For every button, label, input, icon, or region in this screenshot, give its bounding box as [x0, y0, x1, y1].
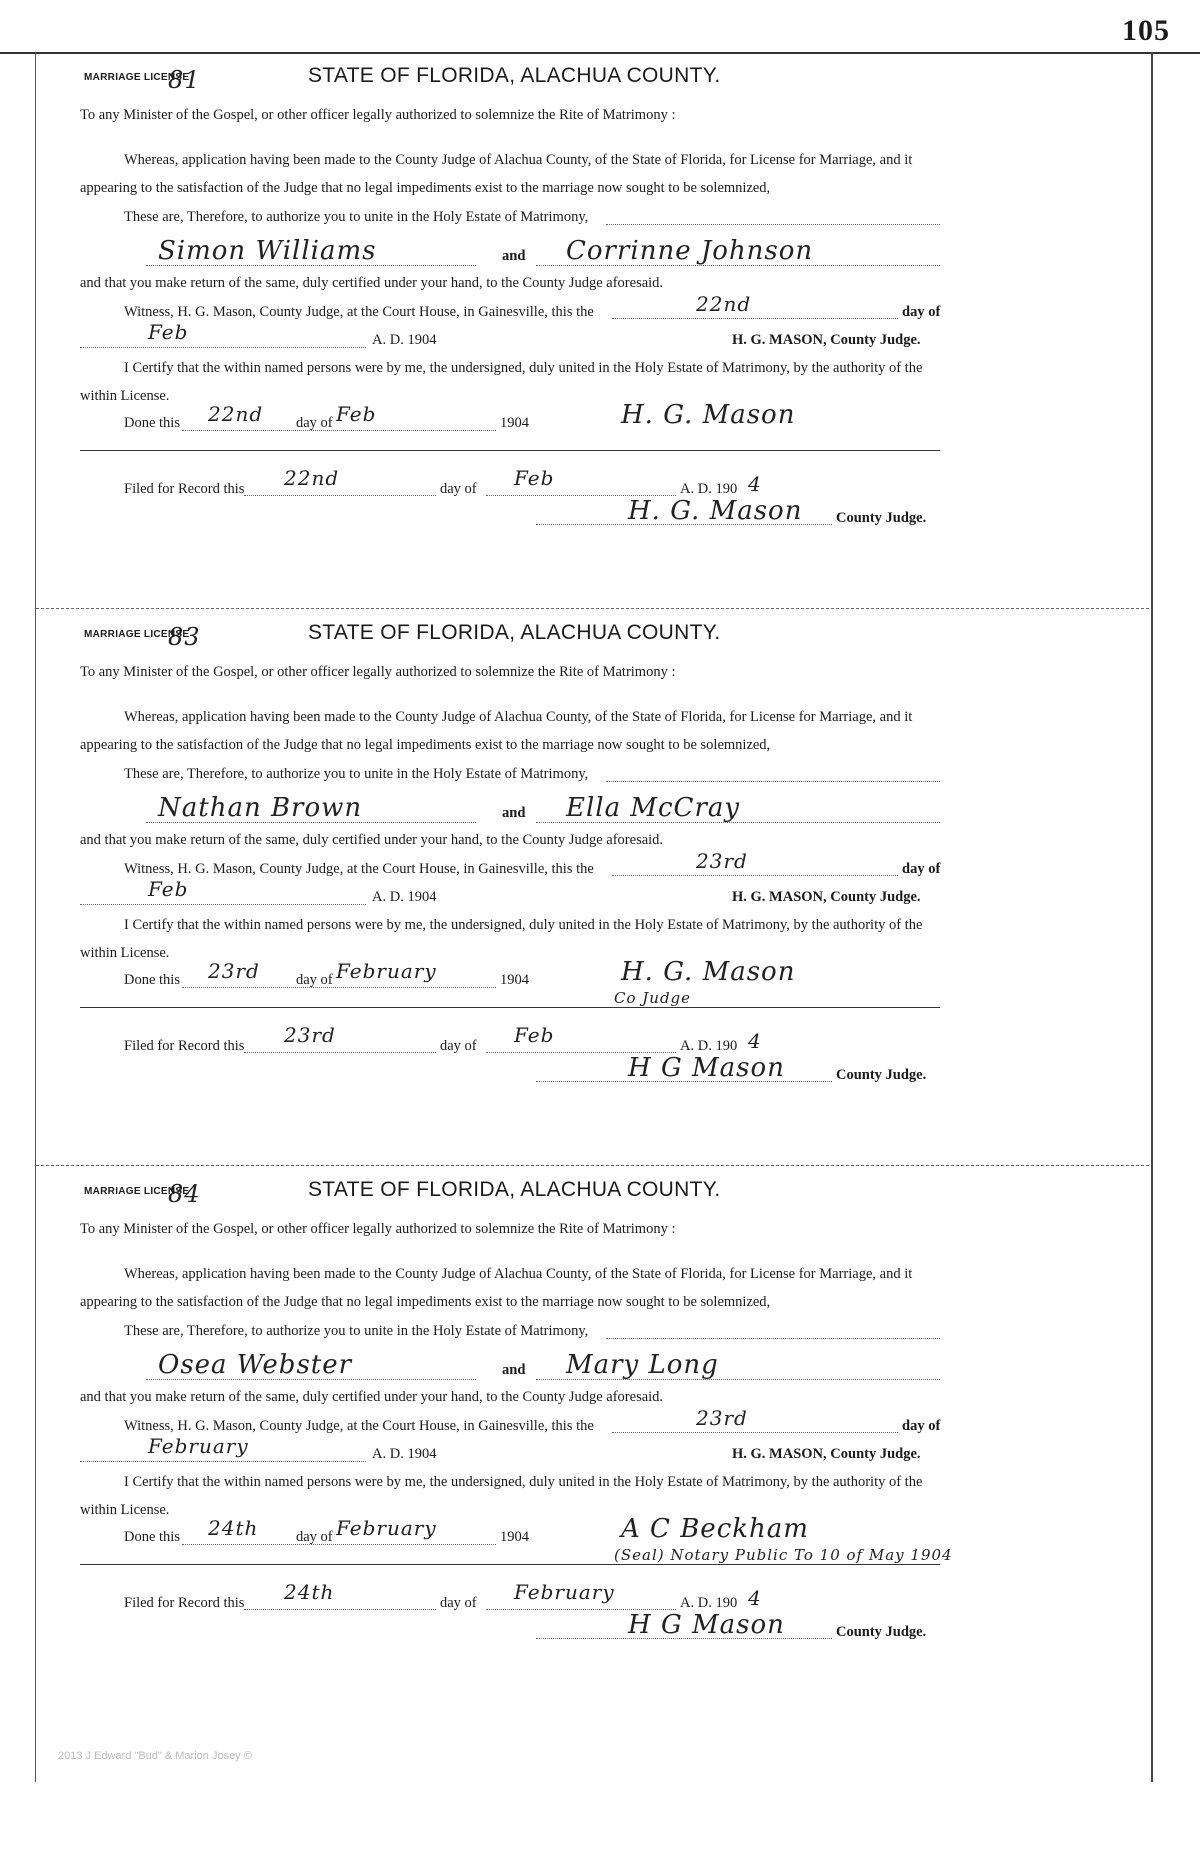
hgmason-label: H. G. MASON, County Judge.	[732, 332, 921, 348]
filed-ad: A. D. 190	[680, 1038, 738, 1054]
day-of-label: day of	[902, 304, 941, 320]
witness-day: 22nd	[696, 292, 752, 316]
bride-line	[536, 265, 940, 266]
bride-line	[536, 822, 940, 823]
filed-day-of: day of	[440, 1038, 477, 1054]
judge-signature: H. G. Mason	[628, 496, 803, 526]
filed-label: Filed for Record this	[124, 1038, 245, 1054]
done-month: Feb	[336, 402, 377, 426]
judge-signature: H G Mason	[628, 1610, 785, 1640]
filed-day: 22nd	[284, 466, 340, 490]
section-rule	[80, 450, 940, 451]
done-line	[182, 430, 496, 431]
filed-day-line	[244, 1609, 436, 1610]
and-label: and	[502, 1362, 526, 1378]
ad-label: A. D. 1904	[372, 1446, 437, 1462]
done-label: Done this	[124, 415, 180, 431]
license-label: MARRIAGE LICENSE	[84, 629, 190, 640]
page-number: 105	[1122, 14, 1170, 47]
to-any-line: To any Minister of the Gospel, or other officer legally authorized to solemnize the Rite of Matrimony :	[80, 664, 676, 680]
done-line	[182, 1544, 496, 1545]
license-label: MARRIAGE LICENSE	[84, 1186, 190, 1197]
officiant-title: (Seal) Notary Public To 10 of May 1904	[614, 1546, 953, 1564]
certify-line: I Certify that the within named persons were by me, the undersigned, duly united in the Holy Estate of Matrimony, by the authority of the	[124, 1474, 923, 1490]
appearing-line: appearing to the satisfaction of the Judge that no legal impediments exist to the marriage now sought to be solemnized,	[80, 1294, 771, 1310]
license-number: 83	[168, 623, 201, 651]
filed-day: 24th	[284, 1580, 335, 1604]
fill-line	[606, 224, 940, 225]
state-heading: STATE OF FLORIDA, ALACHUA COUNTY.	[308, 1178, 721, 1201]
return-line: and that you make return of the same, duly certified under your hand, to the County Judge aforesaid.	[80, 832, 664, 848]
witness-day: 23rd	[696, 849, 748, 873]
witness-month: Feb	[148, 320, 189, 344]
license-label: MARRIAGE LICENSE	[84, 72, 190, 83]
certify-line: I Certify that the within named persons were by me, the undersigned, duly united in the Holy Estate of Matrimony, by the authority of the	[124, 360, 923, 376]
county-judge-label: County Judge.	[836, 1067, 927, 1083]
section-rule	[80, 1007, 940, 1008]
filed-ad: A. D. 190	[680, 481, 738, 497]
ad-label: A. D. 1904	[372, 332, 437, 348]
filed-month: Feb	[514, 466, 555, 490]
hgmason-label: H. G. MASON, County Judge.	[732, 889, 921, 905]
section-rule	[80, 1564, 940, 1565]
done-label: Done this	[124, 1529, 180, 1545]
bride-line	[536, 1379, 940, 1380]
within-line: within License.	[80, 388, 170, 404]
county-judge-label: County Judge.	[836, 1624, 927, 1640]
done-label: Done this	[124, 972, 180, 988]
done-year: 1904	[500, 972, 529, 988]
filed-year-digit: 4	[748, 1586, 762, 1610]
judge-line	[536, 1081, 832, 1082]
these-are-line: These are, Therefore, to authorize you to unite in the Holy Estate of Matrimony,	[124, 1323, 589, 1339]
appearing-line: appearing to the satisfaction of the Judge that no legal impediments exist to the marriage now sought to be solemnized,	[80, 737, 771, 753]
officiant-signature: H. G. Mason	[621, 957, 796, 987]
witness-day-line	[612, 318, 898, 319]
filed-day-line	[244, 495, 436, 496]
filed-label: Filed for Record this	[124, 481, 245, 497]
filed-label: Filed for Record this	[124, 1595, 245, 1611]
whereas-line: Whereas, application having been made to the County Judge of Alachua County, of the State of Florida, for License for Marriage, and it	[124, 709, 913, 725]
license-section-3	[36, 1166, 1149, 1723]
filed-year-digit: 4	[748, 472, 762, 496]
fill-line	[606, 781, 940, 782]
filed-ad: A. D. 190	[680, 1595, 738, 1611]
certify-line: I Certify that the within named persons were by me, the undersigned, duly united in the Holy Estate of Matrimony, by the authority of the	[124, 917, 923, 933]
witness-month-line	[80, 1461, 366, 1462]
appearing-line: appearing to the satisfaction of the Judge that no legal impediments exist to the marriage now sought to be solemnized,	[80, 180, 771, 196]
to-any-line: To any Minister of the Gospel, or other officer legally authorized to solemnize the Rite of Matrimony :	[80, 1221, 676, 1237]
fill-line	[606, 1338, 940, 1339]
filed-year-digit: 4	[748, 1029, 762, 1053]
officiant-signature: A C Beckham	[621, 1514, 809, 1544]
county-judge-label: County Judge.	[836, 510, 927, 526]
bride-name: Corrinne Johnson	[566, 236, 814, 266]
bride-name: Mary Long	[566, 1350, 719, 1380]
groom-name: Simon Williams	[158, 236, 377, 266]
witness-month-line	[80, 904, 366, 905]
bride-name: Ella McCray	[566, 793, 741, 823]
done-day: 24th	[208, 1516, 259, 1540]
credit-text: 2013 J Edward "Bud" & Marion Josey ©	[58, 1750, 252, 1762]
done-line	[182, 987, 496, 988]
and-label: and	[502, 248, 526, 264]
license-section-2	[36, 609, 1149, 1166]
witness-line: Witness, H. G. Mason, County Judge, at the Court House, in Gainesville, this the	[124, 1418, 594, 1434]
license-number: 81	[168, 66, 201, 94]
witness-day-line	[612, 1432, 898, 1433]
groom-line	[146, 1379, 476, 1380]
whereas-line: Whereas, application having been made to the County Judge of Alachua County, of the State of Florida, for License for Marriage, and it	[124, 152, 913, 168]
groom-name: Nathan Brown	[158, 793, 363, 823]
return-line: and that you make return of the same, duly certified under your hand, to the County Judge aforesaid.	[80, 1389, 664, 1405]
these-are-line: These are, Therefore, to authorize you to unite in the Holy Estate of Matrimony,	[124, 766, 589, 782]
judge-signature: H G Mason	[628, 1053, 785, 1083]
witness-line: Witness, H. G. Mason, County Judge, at the Court House, in Gainesville, this the	[124, 861, 594, 877]
done-day: 23rd	[208, 959, 260, 983]
license-section-1	[36, 52, 1149, 609]
groom-line	[146, 265, 476, 266]
filed-day-line	[244, 1052, 436, 1053]
done-year: 1904	[500, 1529, 529, 1545]
hgmason-label: H. G. MASON, County Judge.	[732, 1446, 921, 1462]
officiant-title: Co Judge	[614, 989, 692, 1007]
filed-day: 23rd	[284, 1023, 336, 1047]
done-year: 1904	[500, 415, 529, 431]
return-line: and that you make return of the same, duly certified under your hand, to the County Judge aforesaid.	[80, 275, 664, 291]
witness-line: Witness, H. G. Mason, County Judge, at the Court House, in Gainesville, this the	[124, 304, 594, 320]
day-of-label: day of	[902, 861, 941, 877]
state-heading: STATE OF FLORIDA, ALACHUA COUNTY.	[308, 621, 721, 644]
groom-name: Osea Webster	[158, 1350, 353, 1380]
witness-day-line	[612, 875, 898, 876]
done-day: 22nd	[208, 402, 264, 426]
witness-day: 23rd	[696, 1406, 748, 1430]
done-day-of: day of	[296, 1529, 333, 1545]
done-month: February	[336, 959, 437, 983]
whereas-line: Whereas, application having been made to the County Judge of Alachua County, of the State of Florida, for License for Marriage, and it	[124, 1266, 913, 1282]
groom-line	[146, 822, 476, 823]
filed-month: February	[514, 1580, 615, 1604]
within-line: within License.	[80, 1502, 170, 1518]
done-day-of: day of	[296, 972, 333, 988]
done-day-of: day of	[296, 415, 333, 431]
state-heading: STATE OF FLORIDA, ALACHUA COUNTY.	[308, 64, 721, 87]
these-are-line: These are, Therefore, to authorize you to unite in the Holy Estate of Matrimony,	[124, 209, 589, 225]
witness-month: Feb	[148, 877, 189, 901]
within-line: within License.	[80, 945, 170, 961]
filed-day-of: day of	[440, 481, 477, 497]
license-number: 84	[168, 1180, 201, 1208]
filed-month: Feb	[514, 1023, 555, 1047]
judge-line	[536, 1638, 832, 1639]
officiant-signature: H. G. Mason	[621, 400, 796, 430]
to-any-line: To any Minister of the Gospel, or other officer legally authorized to solemnize the Rite of Matrimony :	[80, 107, 676, 123]
filed-day-of: day of	[440, 1595, 477, 1611]
done-month: February	[336, 1516, 437, 1540]
day-of-label: day of	[902, 1418, 941, 1434]
and-label: and	[502, 805, 526, 821]
ad-label: A. D. 1904	[372, 889, 437, 905]
judge-line	[536, 524, 832, 525]
witness-month-line	[80, 347, 366, 348]
witness-month: February	[148, 1434, 249, 1458]
